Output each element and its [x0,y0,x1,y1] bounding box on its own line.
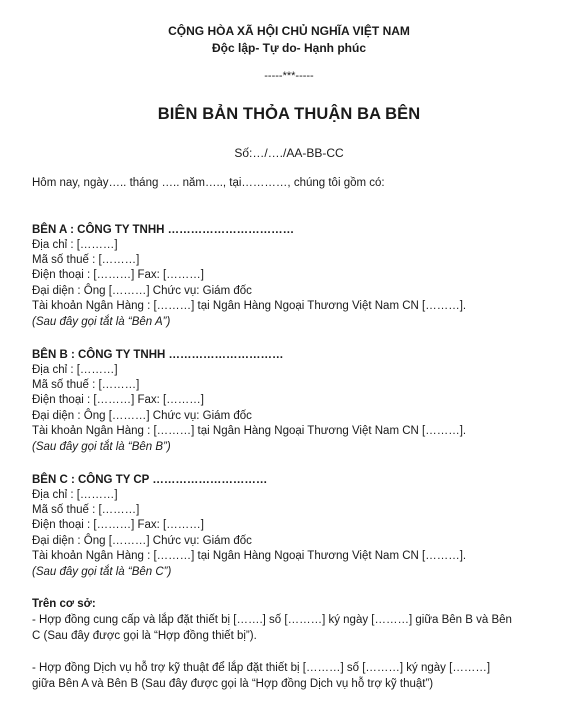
basis-item-2-line-1: - Hợp đồng Dịch vụ hỗ trợ kỹ thuật để lắp đặt thiết bị [………] số [………] ký ngày [………] [32,662,491,674]
party-a-phone: Điện thoại : [………] Fax: [………] [32,269,204,281]
party-b-bank: Tài khoản Ngân Hàng : [………] tại Ngân Hàng Ngoại Thương Việt Nam CN [………]. [32,425,467,437]
party-a-bank: Tài khoản Ngân Hàng : [………] tại Ngân Hàng Ngoại Thương Việt Nam CN [………]. [32,300,467,312]
party-a-rep: Đại diện : Ông [………] Chức vụ: Giám đốc [32,285,252,297]
party-a-alias: (Sau đây gọi tắt là “Bên A”) [32,316,171,328]
party-b-heading: BÊN B : CÔNG TY TNHH ………………………… [32,349,284,361]
party-a-heading: BÊN A : CÔNG TY TNHH …………………………… [32,224,295,236]
party-c-phone: Điện thoại : [………] Fax: [………] [32,519,204,531]
document-number: Số:…/…./AA-BB-CC [234,146,344,160]
basis-item-1-line-1: - Hợp đồng cung cấp và lắp đặt thiết bị […….] số [………] ký ngày [………] giữa Bên B và Bên [32,614,512,626]
party-b-rep: Đại diện : Ông [………] Chức vụ: Giám đốc [32,410,252,422]
party-a-tax: Mã số thuế : [………] [32,254,140,266]
party-c-alias: (Sau đây gọi tắt là “Bên C”) [32,566,172,578]
intro-line: Hôm nay, ngày….. tháng ….. năm….., tại…………, chúng tôi gồm có: [32,177,385,189]
document-title: BIÊN BẢN THỎA THUẬN BA BÊN [157,105,421,123]
party-b-phone: Điện thoại : [………] Fax: [………] [32,394,204,406]
national-motto: Độc lập- Tự do- Hạnh phúc [211,41,366,55]
basis-heading: Trên cơ sở: [32,598,96,610]
party-c-address: Địa chỉ : [………] [32,489,118,501]
separator: -----***----- [264,70,314,82]
party-c-bank: Tài khoản Ngân Hàng : [………] tại Ngân Hàng Ngoại Thương Việt Nam CN [………]. [32,550,467,562]
national-title: CỘNG HÒA XÃ HỘI CHỦ NGHĨA VIỆT NAM [168,24,410,38]
party-b-tax: Mã số thuế : [………] [32,379,140,391]
party-c-heading: BÊN C : CÔNG TY CP ………………………… [32,474,268,486]
party-b-address: Địa chỉ : [………] [32,364,118,376]
basis-item-1-line-2: C (Sau đây được gọi là “Hợp đồng thiết bị”). [32,630,257,642]
basis-item-2-line-2: giữa Bên A và Bên B (Sau đây được gọi là “Hợp đồng Dịch vụ hỗ trợ kỹ thuật”) [32,678,434,690]
party-b-alias: (Sau đây gọi tắt là “Bên B”) [32,441,171,453]
party-c-tax: Mã số thuế : [………] [32,504,140,516]
party-a-address: Địa chỉ : [………] [32,239,118,251]
party-c-rep: Đại diện : Ông [………] Chức vụ: Giám đốc [32,535,252,547]
